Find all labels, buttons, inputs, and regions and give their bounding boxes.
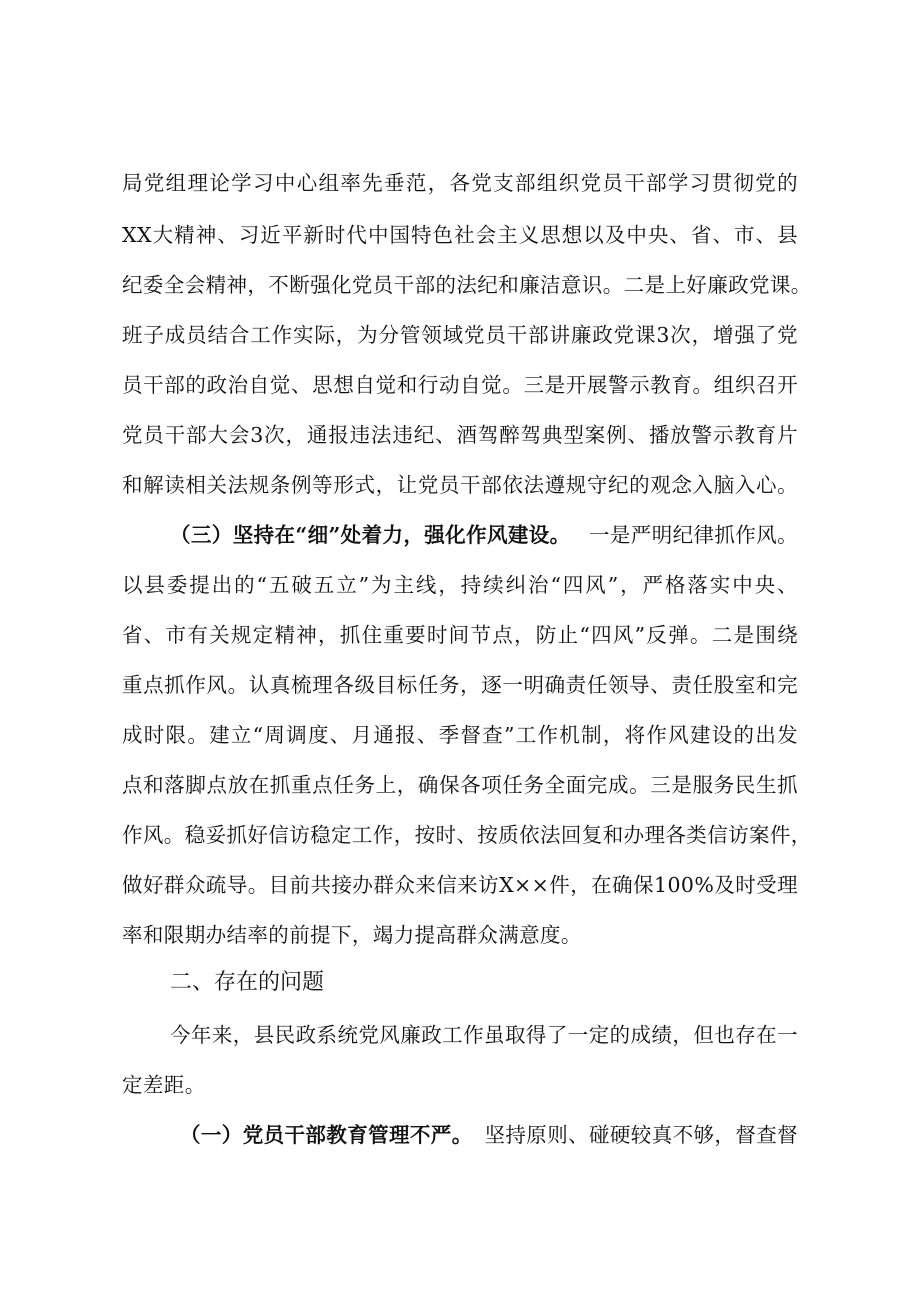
section-3-first-line <box>170 520 798 550</box>
body-line: 和解读相关法规条例等形式，让党员干部依法遵规守纪的观念入脑入心。 <box>122 473 798 497</box>
body-line: XX大精神、习近平新时代中国特色社会主义思想以及中央、省、市、县 <box>122 223 798 247</box>
body-line: 班子成员结合工作实际，为分管领域党员干部讲廉政党课3次，增强了党 <box>122 323 798 347</box>
body-line: 作风。稳妥抓好信访稳定工作，按时、按质依法回复和办理各类信访案件， <box>122 823 812 847</box>
body-line: 率和限期办结率的前提下，竭力提高群众满意度。 <box>122 923 582 947</box>
section-3-heading: （三）坚持在“细”处着力，强化作风建设。 <box>170 523 571 547</box>
body-line: 今年来，县民政系统党风廉政工作虽取得了一定的成绩，但也存在一 <box>170 1023 798 1047</box>
body-line: 成时限。建立“周调度、月通报、季督查”工作机制，将作风建设的出发 <box>122 723 798 747</box>
body-line: 重点抓作风。认真梳理各级目标任务，逐一明确责任领导、责任股室和完 <box>122 673 798 697</box>
body-line: 定差距。 <box>122 1073 206 1097</box>
section-3-first-line-rest: 一是严明纪律抓作风。 <box>589 523 798 547</box>
part-2-title: 二、存在的问题 <box>170 970 325 995</box>
body-line: 员干部的政治自觉、思想自觉和行动自觉。三是开展警示教育。组织召开 <box>122 373 798 397</box>
body-line: 省、市有关规定精神，抓住重要时间节点，防止“四风”反弹。二是围绕 <box>122 623 798 647</box>
body-line: 党员干部大会3次，通报违法违纪、酒驾醉驾典型案例、播放警示教育片 <box>122 423 798 447</box>
item-1-rest: 坚持原则、碰硬较真不够，督查督 <box>484 1123 798 1147</box>
body-line: 局党组理论学习中心组率先垂范，各党支部组织党员干部学习贯彻党的 <box>122 171 798 195</box>
item-1-line <box>180 1120 798 1150</box>
item-1-heading: （一）党员干部教育管理不严。 <box>180 1123 473 1147</box>
body-line: 纪委全会精神，不断强化党员干部的法纪和廉洁意识。二是上好廉政党课。 <box>122 273 812 297</box>
body-line: 以县委提出的“五破五立”为主线，持续纠治“四风”，严格落实中央、 <box>122 573 798 597</box>
body-line: 点和落脚点放在抓重点任务上，确保各项任务全面完成。三是服务民生抓 <box>122 773 798 797</box>
body-line: 做好群众疏导。目前共接办群众来信来访X××件，在确保100%及时受理 <box>122 873 798 897</box>
